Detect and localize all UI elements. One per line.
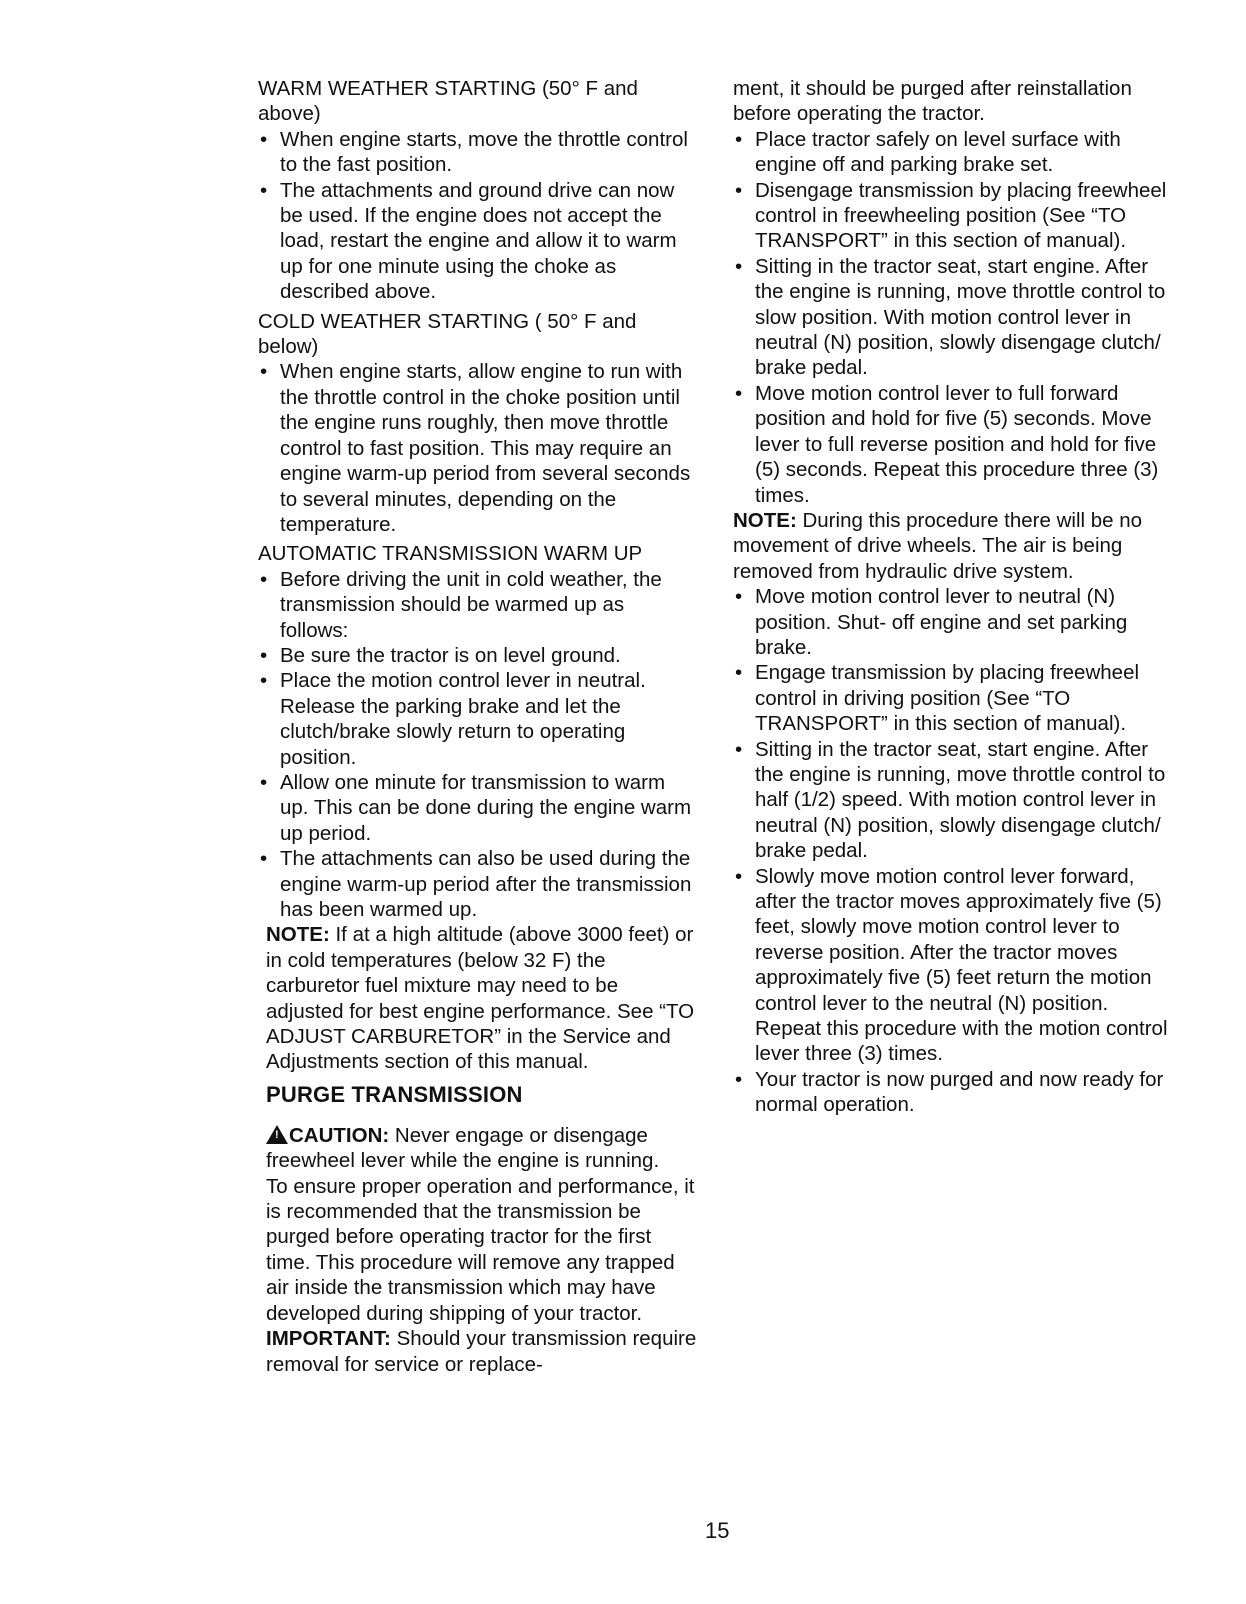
note-text: During this procedure there will be no movement of drive wheels. The air is being removed from hydraulic drive system. — [733, 508, 1143, 583]
bullet-icon: • — [260, 669, 268, 693]
bullet-icon: • — [735, 661, 743, 685]
caution-label: CAUTION: — [289, 1123, 390, 1147]
page-number: 15 — [705, 1518, 730, 1543]
note-text: If at a high altitude (above 3000 feet) or in cold temperatures (below 32 F) the carburetor fuel mixture may need to be adjusted for best engine performance. See “TO ADJUST CARBURETOR” in the Service and Adjustments section of this manual. — [266, 923, 695, 1074]
right-column — [733, 76, 1173, 1118]
list-item: • The attachments and ground drive can now be used. If the engine does not accept the load, restart the engine and allow it to warm up for one minute using the choke as described above. — [260, 178, 677, 304]
list-item: • Your tractor is now purged and now ready for normal operation. — [735, 1067, 1164, 1117]
important-notice — [258, 1326, 698, 1377]
important-label: IMPORTANT: — [266, 1327, 391, 1351]
left-column — [258, 76, 698, 1377]
bullet-icon: • — [260, 770, 268, 794]
list-item: • Engage transmission by placing freewheel control in driving position (See “TO TRANSPORT” in this section of manual). — [735, 661, 1140, 736]
list-item: • The attachments can also be used during the engine warm-up period after the transmission has been warmed up. — [260, 847, 692, 921]
important-text: Should your transmission require removal for service or replace- — [266, 1327, 697, 1376]
continued-text: ment, it should be purged after reinstallation before operating the tractor. — [733, 77, 1132, 126]
list-item: • Be sure the tractor is on level ground. — [260, 643, 621, 667]
purge-steps-list-a — [733, 127, 1173, 508]
cold-weather-list — [258, 359, 698, 537]
bullet-icon: • — [735, 127, 743, 151]
bullet-icon: • — [735, 178, 743, 202]
list-item: • Move motion control lever to neutral (N) position. Shut- off engine and set parking brake. — [735, 585, 1128, 659]
list-item: • Sitting in the tractor seat, start engine. After the engine is running, move throttle control to slow position. With motion control lever in neutral (N) position, slowly disengage clutch/ brake pedal. — [735, 254, 1166, 380]
caution-notice — [258, 1123, 698, 1174]
purge-steps-list-b — [733, 584, 1173, 1118]
warm-weather-list — [258, 127, 698, 305]
list-item: • Before driving the unit in cold weather, the transmission should be warmed up as follows: — [260, 567, 662, 642]
list-item: • When engine starts, move the throttle control to the fast position. — [260, 127, 688, 177]
bullet-icon: • — [260, 643, 268, 667]
list-item: • Place tractor safely on level surface with engine off and parking brake set. — [735, 127, 1121, 177]
bullet-icon: • — [260, 127, 268, 151]
bullet-icon: • — [735, 585, 743, 609]
list-item: • Sitting in the tractor seat, start engine. After the engine is running, move throttle control to half (1/2) speed. With motion control lever in neutral (N) position, slowly disengage clutch/ brake pedal. — [735, 737, 1166, 863]
cold-weather-heading: COLD WEATHER STARTING ( 50° F and below) — [258, 309, 637, 359]
caution-text: Never engage or disengage freewheel lever while the engine is running. — [266, 1123, 660, 1173]
bullet-icon: • — [735, 254, 743, 278]
list-item: • Move motion control lever to full forward position and hold for five (5) seconds. Move lever to full reverse position and hold for five (5) seconds. Repeat this procedure three (3) times. — [735, 381, 1159, 507]
bullet-icon: • — [735, 1067, 743, 1091]
purge-transmission-title: PURGE TRANSMISSION — [266, 1081, 523, 1107]
bullet-icon: • — [260, 847, 268, 871]
note-label: NOTE: — [266, 923, 330, 947]
altitude-note — [258, 922, 698, 1074]
warm-weather-heading: WARM WEATHER STARTING (50° F and above) — [258, 77, 638, 126]
list-item: • Place the motion control lever in neutral. Release the parking brake and let the clutch/brake slowly return to operating position. — [260, 669, 646, 769]
bullet-icon: • — [735, 381, 743, 405]
warning-triangle-icon: ! — [266, 1125, 288, 1144]
list-item: • When engine starts, allow engine to run with the throttle control in the choke position until the engine runs roughly, then move throttle control to fast position. This may require an engine warm-up period from several seconds to several minutes, depending on the temperature. — [260, 360, 691, 536]
note-label: NOTE: — [733, 508, 797, 532]
list-item: • Allow one minute for transmission to warm up. This can be done during the engine warm up period. — [260, 770, 692, 845]
list-item: • Disengage transmission by placing freewheel control in freewheeling position (See “TO TRANSPORT” in this section of manual). — [735, 178, 1167, 253]
automatic-transmission-heading: AUTOMATIC TRANSMISSION WARM UP — [258, 542, 643, 566]
bullet-icon: • — [260, 360, 268, 384]
bullet-icon: • — [260, 178, 268, 202]
bullet-icon: • — [735, 864, 743, 888]
bullet-icon: • — [260, 567, 268, 591]
purge-paragraph: To ensure proper operation and performance, it is recommended that the transmission be purged before operating tractor for the first time. This procedure will remove any trapped air inside the transmission which may have developed during shipping of your tractor. — [266, 1174, 695, 1325]
list-item: • Slowly move motion control lever forward, after the tractor moves approximately five (5) feet, slowly move motion control lever to reverse position. After the tractor moves approximately five (5) feet return the motion control lever to the neutral (N) position. Repeat this procedure with the motion control lever three (3) times. — [735, 864, 1168, 1066]
bullet-icon: • — [735, 737, 743, 761]
drive-wheels-note — [733, 508, 1173, 584]
automatic-transmission-list — [258, 567, 698, 923]
